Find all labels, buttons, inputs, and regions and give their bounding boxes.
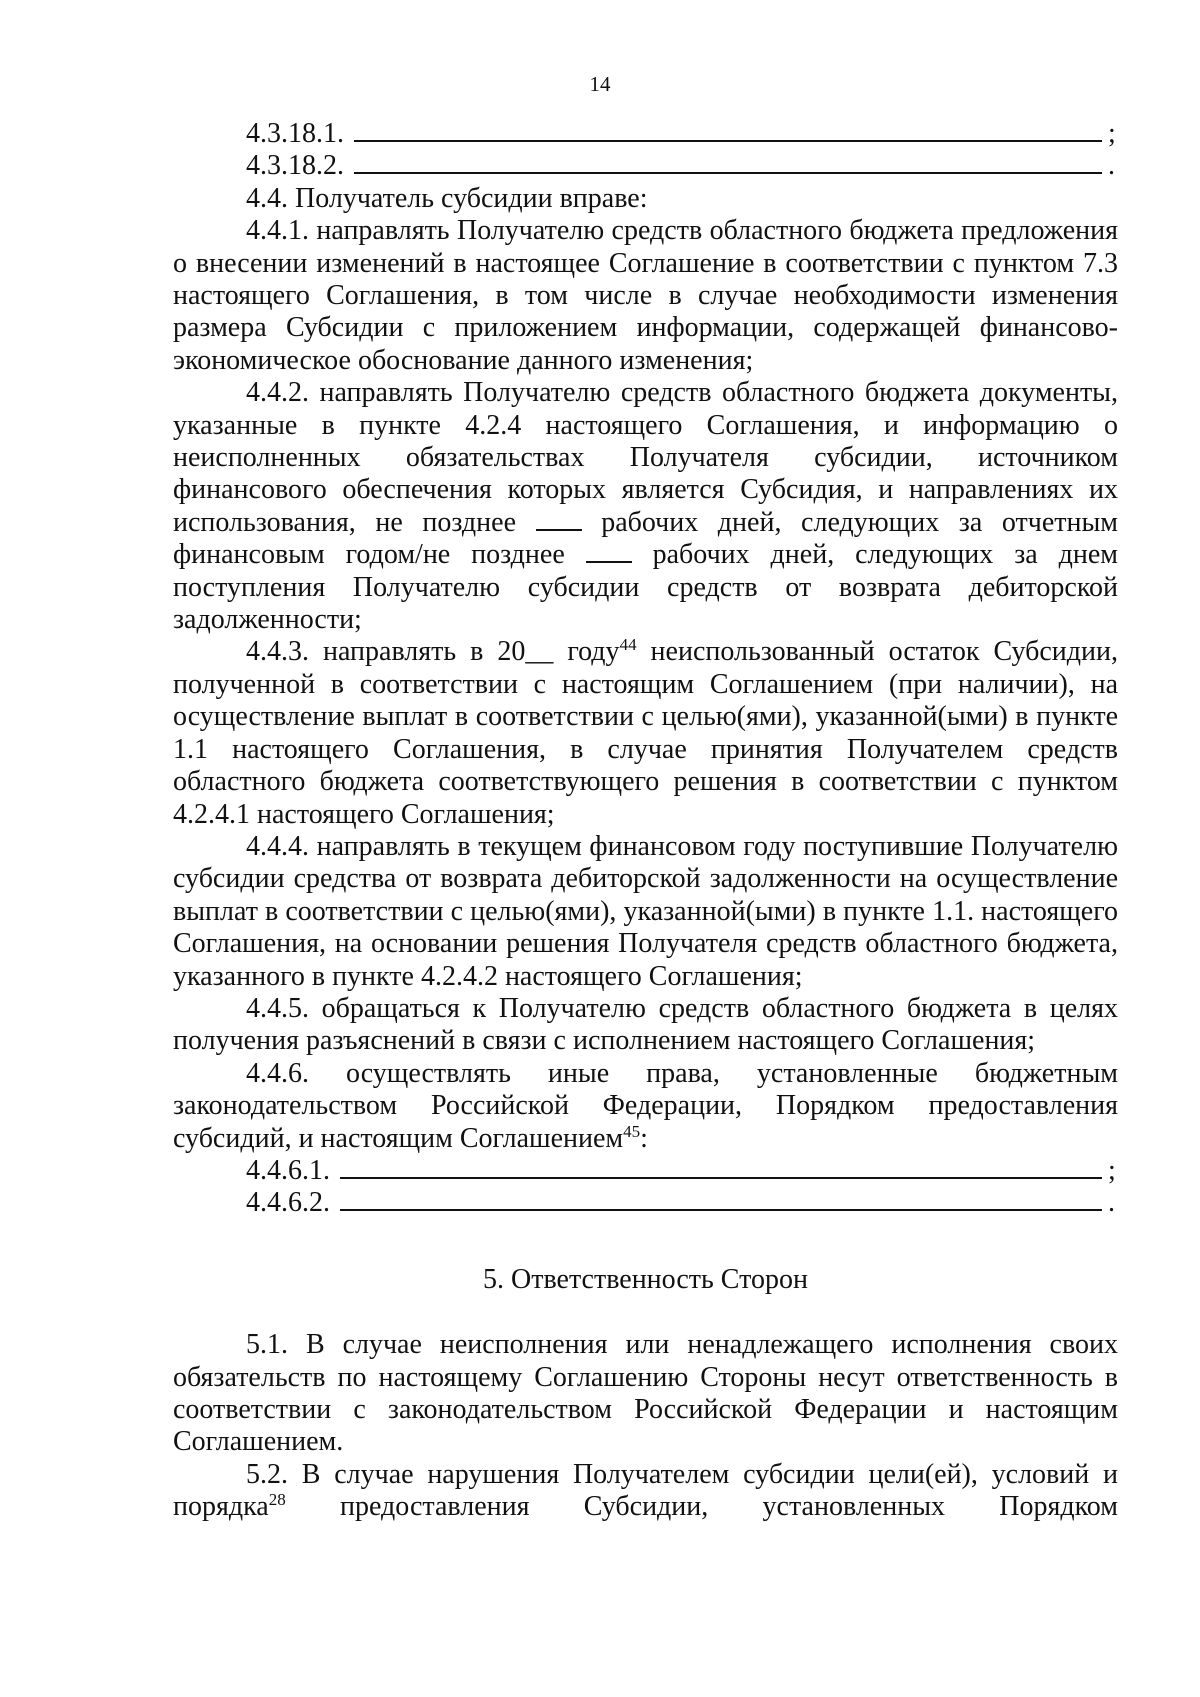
section-5-title: 5. Ответственность Сторон [483,1263,808,1295]
blank-line-end: . [1108,1187,1115,1219]
fill-in-line [354,150,1102,174]
document-body [173,118,1118,1524]
fill-in-gap [586,539,632,563]
blank-line-end: . [1108,150,1115,182]
blank-line-label: 4.3.18.2. [246,150,344,182]
blank-line-4-3-18-1 [173,118,1118,150]
paragraph-text: 4.4.2. направлять Получателю средств областного бюджета документы, указанные в пункте 4.2.4 настоящего Соглашения, и информацию о неисполненных обязательствах Получателя субсидии, источником финансового обеспечения которых является Субсидия, и направлениях их использования, не позднее [173,377,1118,538]
fill-in-line [340,1155,1102,1179]
paragraph-text: неиспользованный остаток Субсидии, полученной в соответствии с настоящим Соглашением (при наличии), на осуществление выплат в соответствии с целью(ями), указанной(ыми) в пункте 1.1 настоящего Соглашения, в случае принятия Получателем средств областного бюджета соответствующего решения в соответствии с пунктом 4.2.4.1 настоящего Соглашения; [173,636,1118,830]
blank-line-4-3-18-2 [173,150,1118,182]
blank-line-end: ; [1108,1154,1116,1186]
paragraph-text: : [640,1122,648,1154]
paragraph-4-4-4: 4.4.4. направлять в текущем финансовом году поступившие Получателю субсидии средства от возврата дебиторской задолженности на осуществление выплат в соответствии с целью(ями), указанной(ыми) в пункте 1.1. настоящего Соглашения, на основании решения Получателя средств областного бюджета, указанного в пункте 4.2.4.2 настоящего Соглашения; [173,830,1118,992]
paragraph-text: 5.2. В случае нарушения Получателем субсидии цели(ей), условий и порядка [173,1458,1118,1523]
fill-in-gap [536,507,582,531]
paragraph-text: предоставления Субсидии, установленных Порядком [285,1491,1118,1523]
blank-line-label: 4.4.6.1. [246,1154,330,1186]
paragraph-4-4-6 [173,1058,1118,1155]
footnote-ref: 28 [268,1490,286,1510]
paragraph-4-4-2 [173,377,1118,636]
paragraph-5-2 [173,1459,1118,1524]
paragraph-text: рабочих дней, следующих за отчетным финансовым годом/не позднее [173,506,1118,571]
blank-line-label: 4.4.6.2. [246,1187,330,1219]
blank-line-end: ; [1108,118,1116,149]
paragraph-4-4-5: 4.4.5. обращаться к Получателю средств областного бюджета в целях получения разъяснений в связи с исполнением настоящего Соглашения; [173,992,1118,1057]
paragraph-text: рабочих дней, следующих за днем поступления Получателю субсидии средств от возврата дебиторской задолженности; [173,539,1118,636]
blank-line-4-4-6-2 [173,1187,1118,1219]
footnote-ref: 45 [623,1121,641,1141]
footnote-ref: 44 [619,635,637,655]
paragraph-4-4-3 [173,636,1118,830]
paragraph-4-4-1: 4.4.1. направлять Получателю средств областного бюджета предложения о внесении изменений в настоящее Соглашение в соответствии с пунктом 7.3 настоящего Соглашения, в том числе в случае необходимости изменения размера Субсидии с приложением информации, содержащей финансово-экономическое обоснование данного изменения; [173,215,1118,376]
paragraph-4-4: 4.4. Получатель субсидии вправе: [246,182,648,214]
page-number: 14 [589,72,611,96]
paragraph-5-1: 5.1. В случае неисполнения или ненадлежащего исполнения своих обязательств по настоящему Соглашению Стороны несут ответственность в соответствии с законодательством Российской Федерации и настоящим Соглашением. [173,1329,1118,1458]
fill-in-line [340,1187,1102,1211]
blank-line-4-4-6-1 [173,1155,1118,1187]
paragraph-text: 4.4.6. осуществлять иные права, установленные бюджетным законодательством Российской Федерации, Порядком предоставления субсидий, и настоящим Соглашением [173,1057,1118,1154]
blank-line-label: 4.3.18.1. [246,118,344,149]
paragraph-text: 4.4.3. направлять в 20__ году [246,636,620,668]
fill-in-line [354,118,1102,142]
